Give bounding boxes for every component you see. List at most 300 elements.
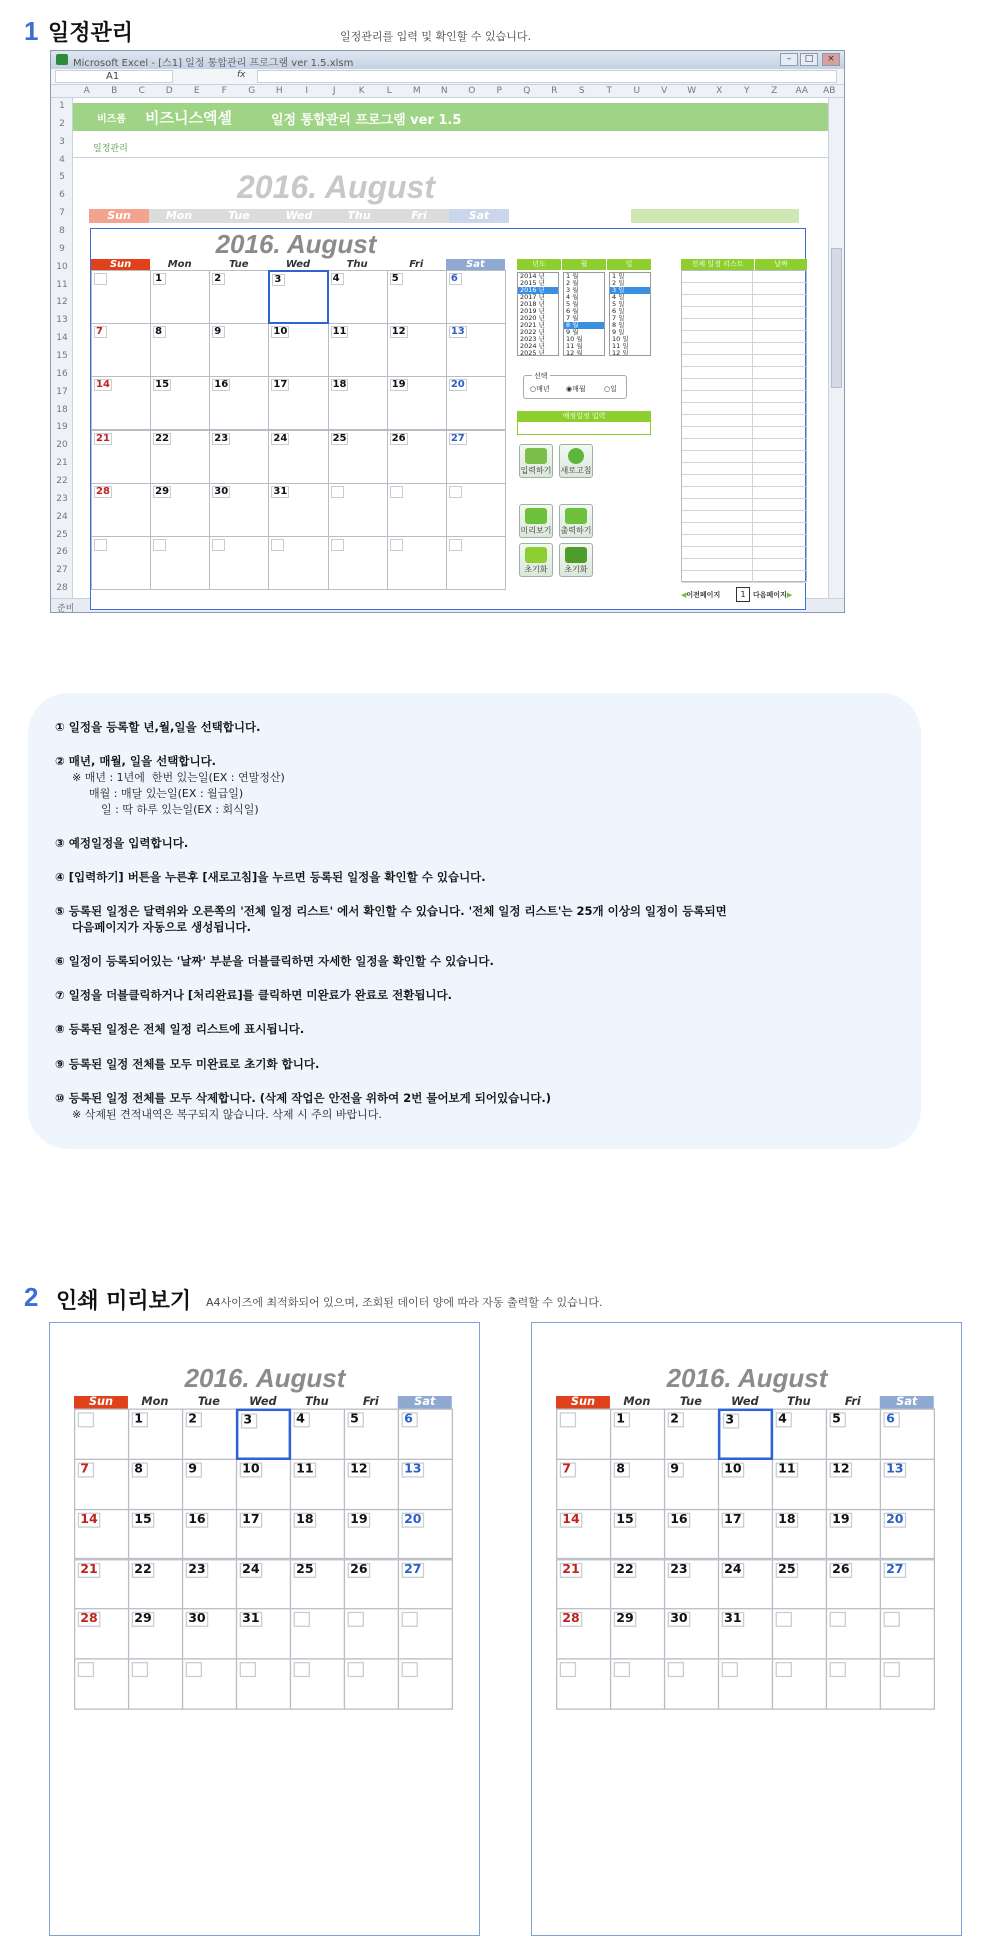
day-cell[interactable]	[398, 1609, 453, 1660]
column-header[interactable]: F	[221, 86, 227, 96]
day-cell[interactable]	[150, 430, 210, 484]
input-button[interactable]: 입력하기	[519, 444, 553, 478]
day-cell[interactable]	[290, 1658, 345, 1709]
day-cell[interactable]	[344, 1509, 399, 1560]
list-row[interactable]	[682, 535, 806, 547]
schedule-input-field[interactable]	[517, 421, 651, 435]
day-cell[interactable]	[74, 1459, 129, 1510]
listbox-option[interactable]: 12 일	[612, 349, 629, 356]
print-button[interactable]: 출력하기	[559, 504, 593, 538]
day-cell[interactable]	[328, 483, 388, 537]
day-cell[interactable]	[209, 376, 269, 430]
day-cell[interactable]	[772, 1658, 827, 1709]
refresh-button[interactable]: 새로고침	[559, 444, 593, 478]
day-number	[94, 273, 107, 285]
day-cell[interactable]	[664, 1609, 719, 1660]
list-row[interactable]	[682, 475, 806, 487]
column-header[interactable]: AB	[823, 86, 836, 96]
day-number	[348, 1662, 364, 1677]
column-header[interactable]: B	[111, 86, 118, 96]
row-header[interactable]: 9	[59, 243, 65, 254]
row-header[interactable]: 19	[56, 422, 68, 433]
list-row[interactable]	[682, 427, 806, 439]
row-header[interactable]: 10	[56, 261, 68, 272]
instruction-8: ⑧ 등록된 일정은 전체 일정 리스트에 표시됩니다.	[55, 1022, 305, 1036]
day-cell[interactable]	[610, 1658, 665, 1709]
day-cell[interactable]	[290, 1459, 345, 1510]
list-row[interactable]	[682, 271, 806, 283]
row-header[interactable]: 26	[56, 547, 68, 558]
column-header[interactable]: AA	[795, 86, 809, 96]
row-header[interactable]: 21	[56, 458, 68, 469]
day-cell[interactable]	[772, 1509, 827, 1560]
day-cell[interactable]	[556, 1509, 611, 1560]
listbox-option[interactable]: 2016 년	[518, 287, 558, 294]
day-cell[interactable]	[387, 430, 447, 484]
day-number: 27	[450, 432, 465, 444]
instruction-3: ③ 예정일정을 입력합니다.	[55, 836, 189, 850]
reset-delete-button[interactable]: 초기화	[559, 543, 593, 577]
list-row[interactable]	[682, 463, 806, 475]
listbox-option[interactable]: 2022 년	[520, 328, 545, 336]
listbox-option[interactable]: 2 월	[566, 279, 579, 287]
day-cell[interactable]	[387, 536, 447, 590]
reset-incomplete-button[interactable]: 초기화	[519, 543, 553, 577]
day-cell[interactable]	[290, 1409, 345, 1460]
day-cell[interactable]	[446, 323, 506, 377]
row-header[interactable]: 27	[56, 565, 68, 576]
row-header[interactable]: 8	[59, 226, 65, 236]
day-cell[interactable]	[387, 270, 447, 324]
day-cell[interactable]	[290, 1559, 345, 1610]
list-column-divider	[752, 475, 753, 487]
row-header[interactable]: 11	[56, 279, 68, 290]
listbox-option[interactable]: 8 월	[564, 322, 604, 329]
row-header[interactable]: 5	[59, 172, 65, 183]
column-header[interactable]: A	[83, 86, 90, 96]
list-row[interactable]	[682, 547, 806, 559]
day-cell[interactable]	[209, 483, 269, 537]
column-header[interactable]: G	[248, 86, 256, 96]
listbox-option[interactable]: 8 일	[612, 321, 625, 329]
listbox-option[interactable]: 2024 년	[520, 342, 545, 350]
listbox-option[interactable]: 10 월	[566, 335, 583, 343]
day-cell[interactable]	[209, 430, 269, 484]
row-header[interactable]: 13	[56, 315, 68, 326]
day-cell[interactable]	[128, 1509, 183, 1560]
list-row[interactable]	[682, 499, 806, 511]
prev-page-button[interactable]: ◀이전페이지	[681, 591, 721, 599]
day-cell[interactable]	[718, 1409, 773, 1460]
row-header[interactable]: 17	[56, 386, 68, 397]
column-header[interactable]: U	[633, 86, 641, 96]
column-header[interactable]: S	[578, 86, 585, 96]
day-cell[interactable]	[150, 536, 210, 590]
day-number	[776, 1662, 792, 1677]
day-cell[interactable]	[398, 1658, 453, 1709]
day-cell[interactable]	[236, 1658, 291, 1709]
day-number: 24	[240, 1562, 262, 1577]
scrollbar-thumb[interactable]	[831, 248, 842, 388]
day-cell[interactable]	[718, 1559, 773, 1610]
day-number: 2	[668, 1412, 684, 1427]
day-cell[interactable]	[398, 1459, 453, 1510]
menu-label[interactable]: 일정관리	[93, 144, 128, 154]
radio-daily[interactable]: ○일	[604, 385, 617, 393]
row-header[interactable]: 20	[56, 440, 68, 451]
list-row[interactable]	[682, 523, 806, 535]
day-cell[interactable]	[772, 1409, 827, 1460]
day-cell[interactable]	[150, 323, 210, 377]
day-cell[interactable]	[826, 1459, 881, 1510]
listbox-option[interactable]: 9 일	[612, 328, 625, 336]
next-page-button[interactable]: 다음페이지▶	[753, 591, 793, 599]
day-cell[interactable]	[344, 1459, 399, 1510]
day-cell[interactable]	[880, 1409, 935, 1460]
column-header[interactable]: J	[332, 86, 336, 96]
day-cell[interactable]	[610, 1609, 665, 1660]
day-cell[interactable]	[328, 536, 388, 590]
listbox-option[interactable]: 4 월	[566, 293, 579, 301]
day-cell[interactable]	[328, 323, 388, 377]
column-header[interactable]: N	[440, 86, 448, 96]
background-calendar-title: 2016. August	[237, 169, 435, 205]
list-row[interactable]	[682, 391, 806, 403]
vertical-scrollbar[interactable]	[828, 98, 844, 598]
row-header[interactable]: 25	[56, 529, 68, 540]
day-cell[interactable]	[236, 1609, 291, 1660]
day-cell[interactable]	[826, 1509, 881, 1560]
column-header[interactable]: E	[193, 86, 200, 96]
day-cell[interactable]	[209, 536, 269, 590]
day-cell[interactable]	[664, 1559, 719, 1610]
list-row[interactable]	[682, 355, 806, 367]
listbox-option[interactable]: 5 월	[566, 300, 579, 308]
day-cell[interactable]	[556, 1459, 611, 1510]
day-cell[interactable]	[610, 1509, 665, 1560]
column-header[interactable]: T	[606, 86, 612, 96]
day-cell[interactable]	[150, 376, 210, 430]
listbox-option[interactable]: 2017 년	[520, 293, 545, 301]
day-cell[interactable]	[826, 1409, 881, 1460]
listbox-option[interactable]: 7 월	[566, 314, 579, 322]
row-header[interactable]: 12	[56, 297, 68, 308]
listbox-option[interactable]: 10 일	[612, 335, 629, 343]
radio-monthly[interactable]: ◉매월	[566, 385, 586, 393]
day-cell[interactable]	[826, 1609, 881, 1660]
day-cell[interactable]	[182, 1609, 237, 1660]
column-header[interactable]: C	[138, 86, 145, 96]
day-cell[interactable]	[268, 323, 328, 377]
listbox-option[interactable]: 2023 년	[520, 335, 545, 343]
list-row[interactable]	[682, 379, 806, 391]
column-header[interactable]: L	[386, 86, 392, 96]
list-row[interactable]	[682, 451, 806, 463]
list-row[interactable]	[682, 415, 806, 427]
radio-yearly[interactable]: ○매년	[530, 385, 550, 393]
day-number: 28	[78, 1612, 100, 1627]
day-cell[interactable]	[718, 1509, 773, 1560]
day-cell[interactable]	[880, 1658, 935, 1709]
column-header[interactable]: V	[661, 86, 668, 96]
listbox-option[interactable]: 2018 년	[520, 300, 545, 308]
day-cell[interactable]	[664, 1409, 719, 1460]
schedule-list	[681, 270, 807, 582]
name-box[interactable]: A1	[55, 70, 173, 83]
listbox-option[interactable]: 2019 년	[520, 307, 545, 315]
schedule-form	[90, 228, 806, 610]
day-number: 16	[214, 379, 229, 391]
row-header[interactable]: 24	[56, 511, 68, 522]
list-row[interactable]	[682, 571, 806, 583]
pencil-icon	[525, 448, 547, 464]
day-cell[interactable]	[880, 1459, 935, 1510]
day-cell[interactable]	[268, 536, 328, 590]
day-cell[interactable]	[150, 270, 210, 324]
preview-button[interactable]: 미리보기	[519, 504, 553, 538]
day-cell[interactable]	[268, 483, 328, 537]
day-cell[interactable]	[182, 1658, 237, 1709]
list-row[interactable]	[682, 307, 806, 319]
listbox-option[interactable]: 2 일	[612, 279, 625, 287]
day-cell[interactable]	[344, 1559, 399, 1610]
row-header[interactable]: 4	[59, 154, 65, 165]
listbox-option[interactable]: 2014 년	[520, 272, 545, 280]
day-cell[interactable]	[128, 1658, 183, 1709]
list-row[interactable]	[682, 319, 806, 331]
column-header[interactable]: D	[165, 86, 173, 96]
day-cell[interactable]	[74, 1609, 129, 1660]
day-cell[interactable]	[556, 1409, 611, 1460]
day-number: 5	[348, 1412, 364, 1427]
day-cell[interactable]	[236, 1409, 291, 1460]
month-listbox[interactable]	[563, 272, 605, 356]
day-cell[interactable]	[91, 376, 151, 430]
day-cell[interactable]	[610, 1559, 665, 1610]
day-cell[interactable]	[772, 1459, 827, 1510]
day-cell[interactable]	[128, 1459, 183, 1510]
listbox-option[interactable]: 2021 년	[520, 321, 545, 329]
column-header[interactable]: W	[687, 86, 697, 96]
day-cell[interactable]	[556, 1559, 611, 1610]
date-selector-header	[517, 259, 651, 270]
day-cell[interactable]	[236, 1459, 291, 1510]
list-row[interactable]	[682, 367, 806, 379]
row-header[interactable]: 23	[56, 493, 68, 504]
day-cell[interactable]	[91, 270, 151, 324]
listbox-option[interactable]: 7 일	[612, 314, 625, 322]
day-number: 17	[722, 1512, 744, 1527]
day-cell[interactable]	[128, 1559, 183, 1610]
day-cell[interactable]	[772, 1559, 827, 1610]
day-number: 7	[78, 1462, 94, 1477]
list-row[interactable]	[682, 331, 806, 343]
row-header[interactable]: 3	[59, 136, 65, 147]
day-cell[interactable]	[290, 1609, 345, 1660]
day-cell[interactable]	[182, 1509, 237, 1560]
listbox-option[interactable]: 12 월	[566, 349, 583, 356]
row-header[interactable]: 28	[56, 583, 68, 594]
day-cell[interactable]	[664, 1459, 719, 1510]
column-header[interactable]: Q	[523, 86, 531, 96]
day-cell[interactable]	[664, 1509, 719, 1560]
day-cell[interactable]	[328, 270, 388, 324]
row-header[interactable]: 22	[56, 476, 68, 486]
column-header[interactable]: H	[275, 86, 283, 96]
day-cell[interactable]	[290, 1509, 345, 1560]
listbox-option[interactable]: 11 월	[566, 342, 583, 350]
reset-icon	[525, 547, 547, 563]
list-row[interactable]	[682, 487, 806, 499]
day-cell[interactable]	[610, 1409, 665, 1460]
day-cell[interactable]	[387, 483, 447, 537]
day-cell[interactable]	[344, 1409, 399, 1460]
background-weekday: Sun	[89, 209, 149, 223]
day-cell[interactable]	[880, 1509, 935, 1560]
day-cell[interactable]	[344, 1658, 399, 1709]
day-cell[interactable]	[268, 430, 328, 484]
day-cell[interactable]	[446, 483, 506, 537]
day-cell[interactable]	[328, 376, 388, 430]
day-cell[interactable]	[128, 1609, 183, 1660]
listbox-option[interactable]: 9 월	[566, 328, 579, 336]
column-header[interactable]: O	[468, 86, 476, 96]
column-header[interactable]: I	[305, 86, 309, 96]
day-cell[interactable]	[398, 1509, 453, 1560]
preview-2-calendar-grid	[556, 1396, 990, 1786]
day-cell[interactable]	[718, 1609, 773, 1660]
listbox-option[interactable]: 3 월	[566, 286, 579, 294]
day-cell[interactable]	[344, 1609, 399, 1660]
day-cell[interactable]	[556, 1658, 611, 1709]
list-row[interactable]	[682, 295, 806, 307]
day-cell[interactable]	[610, 1459, 665, 1510]
list-row[interactable]	[682, 403, 806, 415]
column-header[interactable]: Y	[744, 86, 750, 96]
day-cell[interactable]	[150, 483, 210, 537]
day-number	[449, 486, 462, 498]
day-cell[interactable]	[880, 1609, 935, 1660]
instruction-7: ⑦ 일정을 더블클릭하거나 [처리완료]를 클릭하면 미완료가 완료로 전환됩니다.	[55, 988, 453, 1002]
day-cell[interactable]	[182, 1459, 237, 1510]
day-cell[interactable]	[387, 376, 447, 430]
day-cell[interactable]	[74, 1658, 129, 1709]
day-number: 8	[153, 326, 166, 338]
row-header[interactable]: 18	[56, 404, 68, 415]
list-row[interactable]	[682, 343, 806, 355]
day-number: 18	[332, 379, 347, 391]
close-icon[interactable]: ×	[822, 53, 840, 66]
column-header[interactable]: Z	[771, 86, 778, 96]
column-header[interactable]: K	[358, 86, 365, 96]
printer-icon	[565, 508, 587, 524]
maximize-icon[interactable]: □	[800, 53, 818, 66]
day-cell[interactable]	[398, 1409, 453, 1460]
day-cell[interactable]	[718, 1658, 773, 1709]
list-column-divider	[752, 307, 753, 319]
day-cell[interactable]	[556, 1609, 611, 1660]
day-cell[interactable]	[446, 430, 506, 484]
row-header[interactable]: 1	[59, 101, 65, 111]
day-cell[interactable]	[236, 1509, 291, 1560]
day-cell[interactable]	[209, 270, 269, 324]
listbox-option[interactable]: 5 일	[612, 300, 625, 308]
list-row[interactable]	[682, 283, 806, 295]
day-cell[interactable]	[398, 1559, 453, 1610]
day-cell[interactable]	[182, 1559, 237, 1610]
instruction-6: ⑥ 일정이 등록되어있는 '날짜' 부분을 더블클릭하면 자세한 일정을 확인할 수 있습니다.	[55, 954, 494, 968]
listbox-option[interactable]: 1 일	[612, 272, 625, 280]
day-cell[interactable]	[236, 1559, 291, 1610]
day-cell[interactable]	[74, 1509, 129, 1560]
column-header[interactable]: X	[716, 86, 723, 96]
formula-input[interactable]	[257, 70, 837, 83]
row-header[interactable]: 15	[56, 351, 68, 361]
day-number	[331, 486, 344, 498]
day-cell[interactable]	[74, 1409, 129, 1460]
day-cell[interactable]	[664, 1658, 719, 1709]
row-header[interactable]: 6	[59, 190, 65, 201]
row-header[interactable]: 16	[56, 368, 68, 379]
day-cell[interactable]	[826, 1658, 881, 1709]
listbox-option[interactable]: 3 일	[610, 287, 650, 294]
list-row[interactable]	[682, 559, 806, 571]
day-number	[449, 539, 462, 551]
day-cell[interactable]	[91, 430, 151, 484]
day-cell[interactable]	[209, 323, 269, 377]
row-header[interactable]: 14	[56, 333, 68, 344]
day-cell[interactable]	[182, 1409, 237, 1460]
listbox-option[interactable]: 11 일	[612, 342, 629, 350]
listbox-option[interactable]: 6 일	[612, 307, 625, 315]
day-cell[interactable]	[128, 1409, 183, 1460]
day-cell[interactable]	[91, 483, 151, 537]
day-cell[interactable]	[268, 270, 328, 324]
list-row[interactable]	[682, 439, 806, 451]
day-cell[interactable]	[91, 323, 151, 377]
listbox-option[interactable]: 1 월	[566, 272, 579, 280]
day-cell[interactable]	[826, 1559, 881, 1610]
day-cell[interactable]	[446, 270, 506, 324]
day-cell[interactable]	[91, 536, 151, 590]
day-cell[interactable]	[74, 1559, 129, 1610]
day-cell[interactable]	[328, 430, 388, 484]
listbox-option[interactable]: 4 일	[612, 293, 625, 301]
year-listbox[interactable]	[517, 272, 559, 356]
listbox-option[interactable]: 2020 년	[520, 314, 545, 322]
column-header[interactable]: M	[412, 86, 421, 96]
day-cell[interactable]	[446, 536, 506, 590]
row-header[interactable]: 2	[59, 118, 65, 129]
list-date-header: 날짜	[755, 259, 807, 270]
column-header[interactable]: R	[551, 86, 558, 96]
listbox-option[interactable]: 6 월	[566, 307, 579, 315]
list-row[interactable]	[682, 511, 806, 523]
day-cell[interactable]	[446, 376, 506, 430]
column-header[interactable]: P	[496, 86, 502, 96]
listbox-option[interactable]: 2025 년	[520, 349, 545, 356]
listbox-option[interactable]: 2015 년	[520, 279, 545, 287]
day-cell[interactable]	[387, 323, 447, 377]
day-cell[interactable]	[718, 1459, 773, 1510]
day-cell[interactable]	[880, 1559, 935, 1610]
row-header[interactable]: 7	[59, 208, 65, 219]
day-listbox[interactable]	[609, 272, 651, 356]
day-number: 22	[132, 1562, 154, 1577]
day-cell[interactable]	[268, 376, 328, 430]
day-cell[interactable]	[772, 1609, 827, 1660]
minimize-icon[interactable]: –	[780, 53, 798, 66]
